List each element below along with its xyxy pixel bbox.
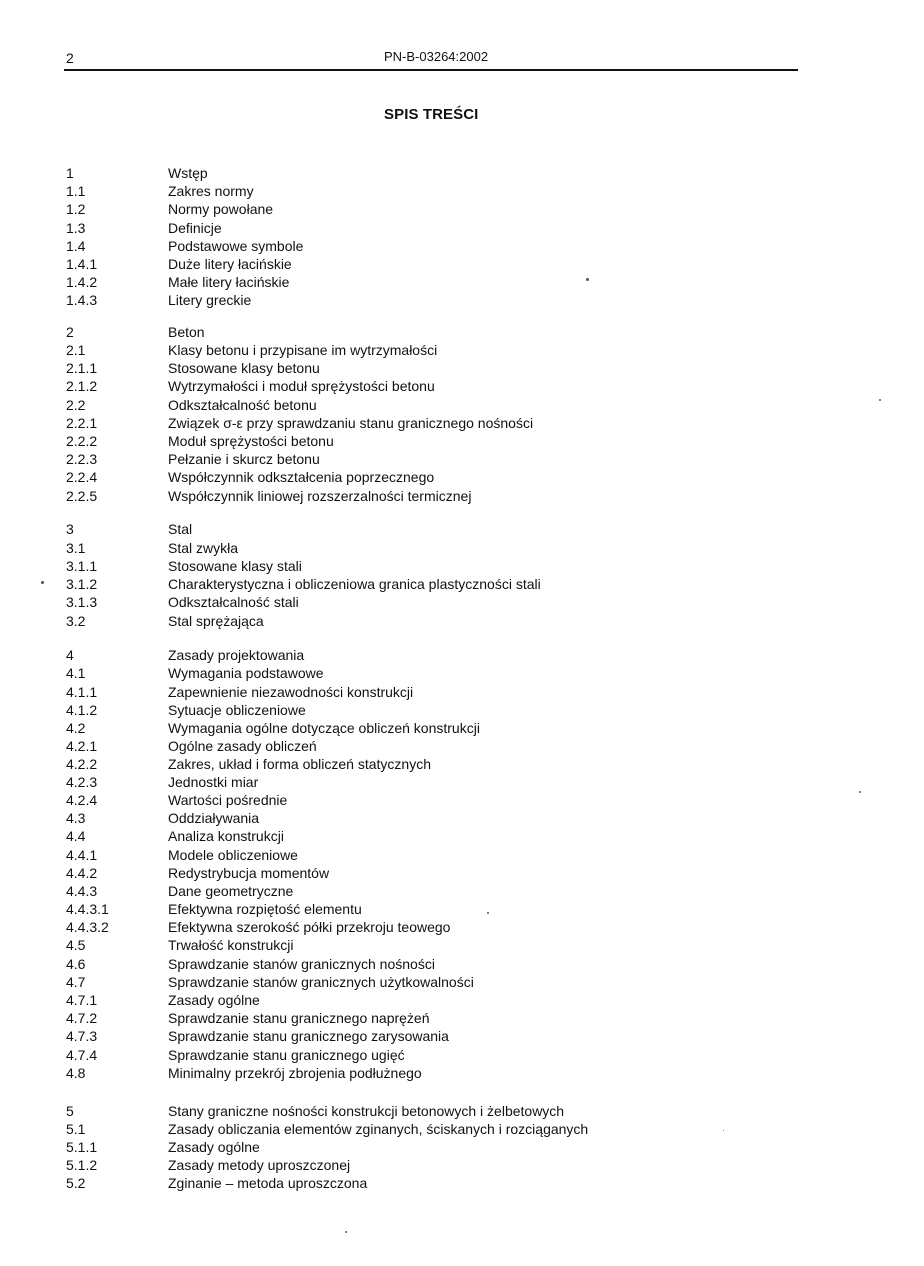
toc-entry-label: Minimalny przekrój zbrojenia podłużnego — [168, 1065, 422, 1081]
toc-entry — [0, 414, 924, 432]
toc-entry — [0, 683, 924, 701]
document-id: PN-B-03264:2002 — [384, 49, 489, 64]
scan-speck — [879, 399, 881, 401]
toc-entry-number: 1.4.1 — [66, 256, 98, 272]
toc-entry-label: Zasady obliczania elementów zginanych, ściskanych i rozciąganych — [168, 1121, 589, 1137]
toc-entry-label: Wymagania ogólne dotyczące obliczeń konstrukcji — [168, 720, 480, 736]
toc-entry-label: Ogólne zasady obliczeń — [168, 738, 317, 754]
toc-entry-number: 3.1.3 — [66, 594, 98, 610]
toc-entry — [0, 900, 924, 918]
toc-entry-number: 5.1 — [66, 1121, 86, 1137]
toc-entry-label: Redystrybucja momentów — [168, 865, 330, 881]
toc-entry — [0, 396, 924, 414]
toc-entry-label: Litery greckie — [168, 292, 252, 308]
toc-entry-label: Stosowane klasy betonu — [168, 360, 320, 376]
toc-entry-label: Zasady ogólne — [168, 1139, 260, 1155]
toc-entry-number: 4.2.4 — [66, 792, 98, 808]
toc-entry-number: 4.7.3 — [66, 1028, 98, 1044]
toc-entry-number: 2.1.2 — [66, 378, 98, 394]
toc-entry — [0, 809, 924, 827]
toc-entry-number: 3.1 — [66, 540, 86, 556]
toc-entry-label: Stal sprężająca — [168, 613, 264, 629]
toc-entry — [0, 432, 924, 450]
toc-entry-number: 1.4.3 — [66, 292, 98, 308]
toc-entry — [0, 359, 924, 377]
toc-entry-number: 2.2.5 — [66, 488, 98, 504]
toc-entry — [0, 719, 924, 737]
toc-entry-number: 4.6 — [66, 956, 86, 972]
toc-entry — [0, 664, 924, 682]
toc-entry — [0, 827, 924, 845]
toc-entry — [0, 1027, 924, 1045]
toc-entry-label: Wytrzymałości i moduł sprężystości betonu — [168, 378, 435, 394]
toc-entry-number: 4.4 — [66, 828, 86, 844]
toc-entry-number: 2 — [66, 324, 74, 340]
toc-entry-number: 4 — [66, 647, 74, 663]
toc-entry-label: Stosowane klasy stali — [168, 558, 302, 574]
toc-entry — [0, 864, 924, 882]
toc-entry-label: Normy powołane — [168, 201, 274, 217]
toc-entry-number: 1.2 — [66, 201, 86, 217]
toc-entry — [0, 237, 924, 255]
toc-entry-label: Sprawdzanie stanu granicznego ugięć — [168, 1047, 405, 1063]
toc-entry — [0, 593, 924, 611]
toc-entry-label: Zasady projektowania — [168, 647, 305, 663]
toc-entry-label: Analiza konstrukcji — [168, 828, 284, 844]
toc-entry-label: Wstęp — [168, 165, 208, 181]
toc-entry-number: 3.1.2 — [66, 576, 98, 592]
toc-entry — [0, 955, 924, 973]
toc-entry — [0, 1174, 924, 1192]
toc-entry — [0, 791, 924, 809]
toc-entry-label: Zakres, układ i forma obliczeń statycznych — [168, 756, 431, 772]
toc-entry-number: 2.2.1 — [66, 415, 98, 431]
toc-entry-label: Efektywna szerokość półki przekroju teowego — [168, 919, 451, 935]
toc-entry-label: Oddziaływania — [168, 810, 260, 826]
toc-entry — [0, 1120, 924, 1138]
toc-entry-number: 2.1.1 — [66, 360, 98, 376]
toc-entry — [0, 701, 924, 719]
toc-entry — [0, 612, 924, 630]
toc-entry-label: Wartości pośrednie — [168, 792, 288, 808]
page-number: 2 — [66, 50, 74, 66]
toc-entry-label: Jednostki miar — [168, 774, 259, 790]
toc-entry-number: 4.2 — [66, 720, 86, 736]
toc-entry-label: Zapewnienie niezawodności konstrukcji — [168, 684, 414, 700]
toc-entry — [0, 377, 924, 395]
scan-speck — [345, 1231, 347, 1233]
toc-entry-label: Wymagania podstawowe — [168, 665, 324, 681]
scan-speck — [723, 1130, 724, 1131]
toc-entry-label: Zasady ogólne — [168, 992, 260, 1008]
toc-entry-number: 4.1.1 — [66, 684, 98, 700]
toc-entry-label: Stal zwykła — [168, 540, 239, 556]
toc-entry-label: Dane geometryczne — [168, 883, 294, 899]
toc-entry-number: 4.8 — [66, 1065, 86, 1081]
toc-entry-label: Sprawdzanie stanów granicznych nośności — [168, 956, 435, 972]
toc-entry-label: Zakres normy — [168, 183, 254, 199]
toc-entry — [0, 273, 924, 291]
toc-entry-label: Duże litery łacińskie — [168, 256, 292, 272]
toc-entry-label: Definicje — [168, 220, 222, 236]
scan-speck — [586, 278, 589, 281]
toc-entry-number: 4.3 — [66, 810, 86, 826]
toc-entry-label: Małe litery łacińskie — [168, 274, 290, 290]
toc-entry-number: 4.4.3.1 — [66, 901, 109, 917]
toc-entry-number: 5 — [66, 1103, 74, 1119]
toc-entry-label: Modele obliczeniowe — [168, 847, 298, 863]
toc-entry — [0, 557, 924, 575]
toc-entry-number: 5.1.2 — [66, 1157, 98, 1173]
toc-entry-number: 3.2 — [66, 613, 86, 629]
toc-entry — [0, 200, 924, 218]
toc-entry — [0, 773, 924, 791]
toc-entry — [0, 1046, 924, 1064]
toc-entry-label: Odkształcalność betonu — [168, 397, 317, 413]
toc-entry — [0, 255, 924, 273]
toc-entry-number: 3.1.1 — [66, 558, 98, 574]
toc-entry-label: Trwałość konstrukcji — [168, 937, 294, 953]
toc-entry-number: 4.1.2 — [66, 702, 98, 718]
toc-entry-number: 2.2 — [66, 397, 86, 413]
toc-entry-number: 5.2 — [66, 1175, 86, 1191]
toc-entry — [0, 991, 924, 1009]
toc-entry-number: 4.4.3 — [66, 883, 98, 899]
toc-entry-label: Podstawowe symbole — [168, 238, 304, 254]
toc-entry-number: 4.4.3.2 — [66, 919, 109, 935]
toc-entry-label: Zasady metody uproszczonej — [168, 1157, 351, 1173]
toc-entry-label: Charakterystyczna i obliczeniowa granica plastyczności stali — [168, 576, 541, 592]
toc-entry — [0, 755, 924, 773]
toc-entry — [0, 1138, 924, 1156]
toc-entry-label: Związek σ-ε przy sprawdzaniu stanu granicznego nośności — [168, 415, 534, 431]
toc-entry-number: 1.1 — [66, 183, 86, 199]
toc-entry-label: Sytuacje obliczeniowe — [168, 702, 306, 718]
toc-entry-number: 4.7.2 — [66, 1010, 98, 1026]
toc-entry — [0, 182, 924, 200]
toc-entry — [0, 291, 924, 309]
toc-entry — [0, 646, 924, 664]
toc-entry-number: 3 — [66, 521, 74, 537]
toc-entry-number: 4.5 — [66, 937, 86, 953]
toc-entry-number: 4.2.3 — [66, 774, 98, 790]
toc-entry-label: Sprawdzanie stanów granicznych użytkowalności — [168, 974, 474, 990]
scan-speck — [487, 912, 489, 914]
toc-entry — [0, 1156, 924, 1174]
toc-entry-label: Zginanie – metoda uproszczona — [168, 1175, 368, 1191]
toc-entry-label: Beton — [168, 324, 205, 340]
toc-entry-number: 1.4.2 — [66, 274, 98, 290]
toc-entry-number: 4.1 — [66, 665, 86, 681]
toc-entry-number: 4.2.1 — [66, 738, 98, 754]
toc-entry-label: Pełzanie i skurcz betonu — [168, 451, 320, 467]
toc-entry — [0, 737, 924, 755]
toc-entry-number: 2.1 — [66, 342, 86, 358]
toc-entry-number: 1.3 — [66, 220, 86, 236]
toc-entry-number: 4.2.2 — [66, 756, 98, 772]
toc-entry-number: 2.2.3 — [66, 451, 98, 467]
toc-entry — [0, 973, 924, 991]
toc-entry-label: Odkształcalność stali — [168, 594, 299, 610]
toc-entry — [0, 520, 924, 538]
toc-entry-number: 4.7.4 — [66, 1047, 98, 1063]
toc-entry-number: 4.7.1 — [66, 992, 98, 1008]
toc-entry — [0, 1102, 924, 1120]
toc-entry — [0, 918, 924, 936]
toc-entry — [0, 450, 924, 468]
toc-entry — [0, 846, 924, 864]
toc-entry-label: Efektywna rozpiętość elementu — [168, 901, 362, 917]
scan-speck — [41, 581, 44, 584]
toc-entry — [0, 164, 924, 182]
toc-entry — [0, 1064, 924, 1082]
toc-entry-number: 4.4.2 — [66, 865, 98, 881]
scan-speck — [859, 791, 861, 793]
toc-entry-label: Sprawdzanie stanu granicznego zarysowania — [168, 1028, 449, 1044]
table-of-contents-title: SPIS TREŚCI — [384, 106, 479, 124]
toc-entry-number: 2.2.4 — [66, 469, 98, 485]
toc-entry-label: Moduł sprężystości betonu — [168, 433, 334, 449]
toc-entry-number: 1 — [66, 165, 74, 181]
toc-entry — [0, 882, 924, 900]
toc-entry-label: Współczynnik liniowej rozszerzalności termicznej — [168, 488, 472, 504]
toc-entry-label: Współczynnik odkształcenia poprzecznego — [168, 469, 435, 485]
toc-entry-label: Klasy betonu i przypisane im wytrzymałości — [168, 342, 438, 358]
toc-entry — [0, 487, 924, 505]
toc-entry-number: 5.1.1 — [66, 1139, 98, 1155]
toc-entry-label: Stany graniczne nośności konstrukcji betonowych i żelbetowych — [168, 1103, 565, 1119]
toc-entry-number: 4.7 — [66, 974, 86, 990]
toc-entry-label: Stal — [168, 521, 193, 537]
toc-entry-number: 1.4 — [66, 238, 86, 254]
toc-entry — [0, 539, 924, 557]
toc-entry — [0, 468, 924, 486]
toc-entry — [0, 936, 924, 954]
toc-entry — [0, 575, 924, 593]
toc-entry — [0, 219, 924, 237]
toc-entry-number: 2.2.2 — [66, 433, 98, 449]
toc-entry — [0, 323, 924, 341]
toc-entry — [0, 1009, 924, 1027]
toc-entry-label: Sprawdzanie stanu granicznego naprężeń — [168, 1010, 430, 1026]
toc-entry — [0, 341, 924, 359]
toc-entry-number: 4.4.1 — [66, 847, 98, 863]
